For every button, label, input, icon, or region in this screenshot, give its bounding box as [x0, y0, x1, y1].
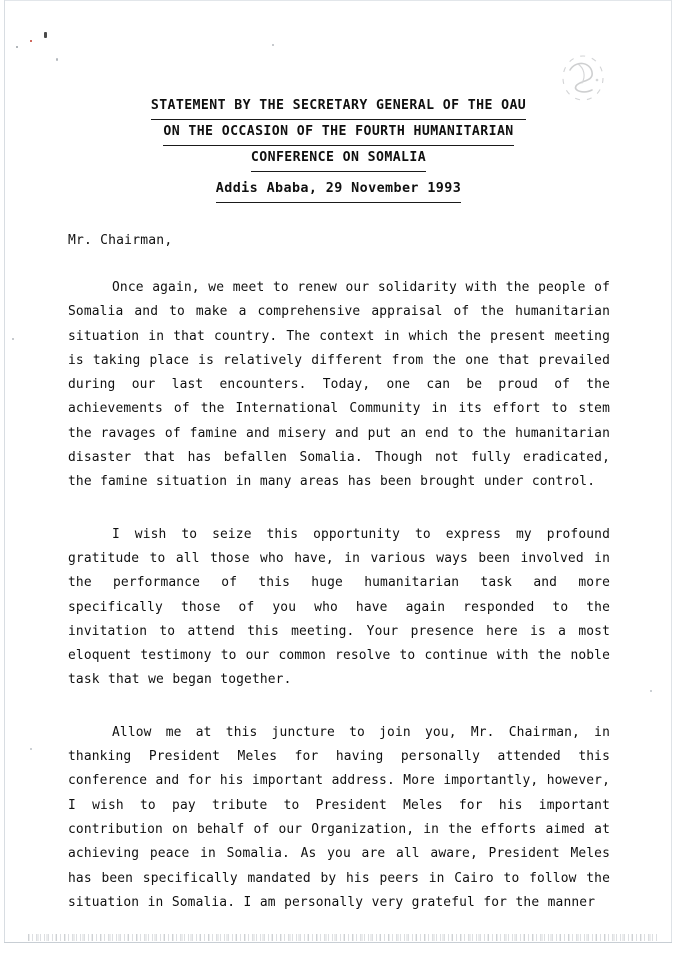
- header-line-1: STATEMENT BY THE SECRETARY GENERAL OF THE OAU: [0, 94, 677, 120]
- document-header: [0, 94, 677, 203]
- paragraph: Allow me at this juncture to join you, Mr. Chairman, in thanking President Meles for having personally attended this conference and for his important address. More importantly, however, I wish to pay tribute to President Meles for his important contribution on behalf of our Organization, in the efforts aimed at achieving peace in Somalia. As you are all aware, President Meles has been specifically mandated by his peers in Cairo to follow the situation in Somalia. I am personally very grateful for the manner: [68, 724, 610, 910]
- salutation: Mr. Chairman,: [68, 233, 173, 248]
- paragraph: I wish to seize this opportunity to express my profound gratitude to all those who have, in various ways been involved in the performance of this huge humanitarian task and more specifically those of you who have again responded to the invitation to attend this meeting. Your presence here is a most eloquent testimony to our common resolve to continue with the noble task that we began together.: [68, 526, 610, 688]
- document-body: [68, 276, 610, 915]
- header-line-2: ON THE OCCASION OF THE FOURTH HUMANITARIAN: [0, 120, 677, 146]
- paragraph: Once again, we meet to renew our solidarity with the people of Somalia and to make a comprehensive appraisal of the humanitarian situation in that country. The context in which the present meeting is taking place is relatively different from the one that prevailed during our last encounters. Today, one can be proud of the achievements of the International Community in its effort to stem the ravages of famine and misery and put an end to the humanitarian disaster that has befallen Somalia. Though not fully eradicated, the famine situation in many areas has been brought under control.: [68, 280, 610, 490]
- scan-edge-bottom: [4, 942, 672, 943]
- header-line-3: CONFERENCE ON SOMALIA: [0, 146, 677, 172]
- scan-noise-bottom-edge: [28, 934, 657, 941]
- header-date-line: Addis Ababa, 29 November 1993: [0, 177, 677, 203]
